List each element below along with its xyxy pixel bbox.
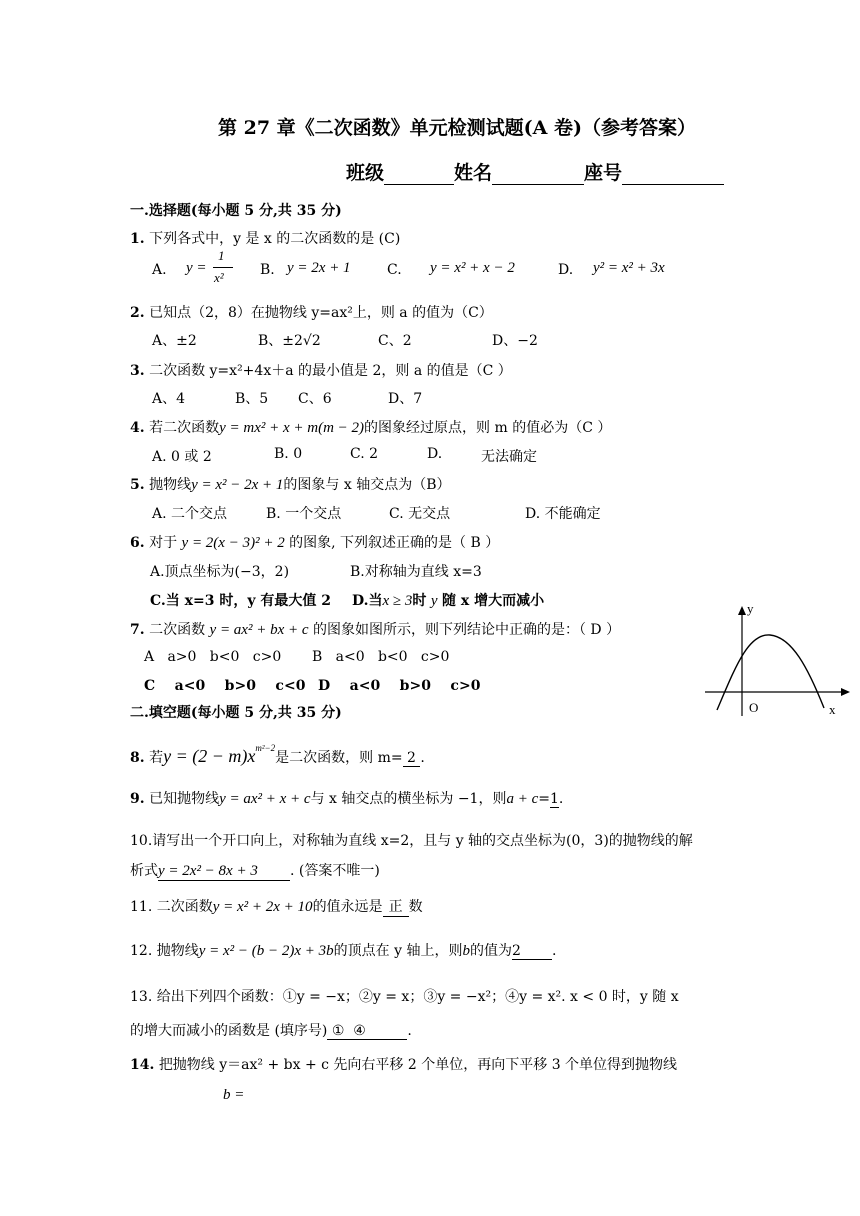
q1-option-a-lhs: y = xyxy=(186,260,207,276)
origin-label: O xyxy=(749,700,759,715)
exponent: m²−2 xyxy=(255,743,276,753)
q2-option-a: A、±2 xyxy=(152,333,197,349)
question-text: 若二次函数 xyxy=(149,420,220,436)
q6-option-a: A.顶点坐标为(−3，2) xyxy=(150,564,290,580)
q1-option-c-expr: y = x² + x − 2 xyxy=(430,260,515,276)
question-9 xyxy=(130,788,563,808)
question-text: 已知点（2，8）在抛物线 y=ax²上，则 a 的值为（C） xyxy=(149,305,493,321)
parabola-graph xyxy=(700,598,856,720)
q4-option-c: C. 2 xyxy=(350,446,379,462)
q4-option-b: B. 0 xyxy=(274,446,303,462)
q1-option-a-label: A. xyxy=(152,262,167,278)
q7-option-a: A a>0 b<0 c>0 xyxy=(144,649,282,665)
question-text: 给出下列四个函数：①y = −x；②y = x；③y = −x²；④y = x². x < 0 时，y 随 x xyxy=(156,989,679,1005)
question-text: 二次函数 xyxy=(156,899,213,915)
question-text: 与 x 轴交点的横坐标为 −1，则 xyxy=(310,791,507,807)
q7-option-d: D a<0 b>0 c>0 xyxy=(318,678,481,694)
y-axis-label: y xyxy=(747,601,754,616)
name-label: 姓名 xyxy=(454,162,493,184)
question-text: 是二次函数，则 m= xyxy=(275,750,403,766)
question-text: = xyxy=(538,791,550,807)
q2-option-d: D、−2 xyxy=(492,333,538,349)
page-title: 第 27 章《二次函数》单元检测试题(A 卷)（参考答案） xyxy=(218,117,697,139)
question-text: 下列各式中，y 是 x 的二次函数的是 (C) xyxy=(149,231,401,247)
q5-option-a: A. 二个交点 xyxy=(152,506,228,522)
question-10-line-1: 10.请写出一个开口向上，对称轴为直线 x=2，且与 y 轴的交点坐标为(0，3)的抛物线的解 xyxy=(130,833,693,849)
question-text: 的顶点在 y 轴上，则 xyxy=(333,943,463,959)
option-expression: x ≥ 3 xyxy=(382,593,413,609)
question-5 xyxy=(130,474,451,494)
question-text: 的图象, 下列叙述正确的是（ B ） xyxy=(289,535,500,551)
question-text: 的图象如图所示，则下列结论中正确的是：（ D ） xyxy=(312,622,621,638)
q1-option-a-denominator: x² xyxy=(214,270,224,285)
q5-option-d: D. 不能确定 xyxy=(525,506,601,522)
question-11 xyxy=(130,896,423,917)
answer-blank[interactable]: ① ④ xyxy=(327,1023,407,1040)
q1-option-b-label: B. xyxy=(260,262,275,278)
parabola-curve xyxy=(717,635,824,710)
question-text: 若 xyxy=(149,750,164,766)
question-number: 4. xyxy=(130,420,145,436)
option-variable: y xyxy=(430,593,438,609)
question-number: 7. xyxy=(130,622,145,638)
answer-blank[interactable]: 2 xyxy=(512,943,552,960)
seat-blank[interactable] xyxy=(622,166,724,185)
question-8 xyxy=(130,743,425,767)
q1-option-c-label: C. xyxy=(387,262,402,278)
question-text: 对于 xyxy=(149,535,178,551)
q5-option-c: C. 无交点 xyxy=(389,506,451,522)
question-number: 8. xyxy=(130,750,145,766)
question-number: 9. xyxy=(130,791,145,807)
question-10-line-2 xyxy=(130,860,380,881)
q2-option-b: B、±2√2 xyxy=(258,333,321,349)
answer-blank[interactable]: y = 2x² − 8x + 3 xyxy=(158,863,290,881)
q6-option-d xyxy=(352,590,544,610)
q6-option-b: B.对称轴为直线 x=3 xyxy=(350,564,482,580)
question-1 xyxy=(130,228,400,248)
question-text: 抛物线 xyxy=(149,477,192,493)
question-13-line-1 xyxy=(130,986,679,1006)
q3-option-b: B、5 xyxy=(235,391,269,407)
q1-option-d-expr: y² = x² + 3x xyxy=(593,260,665,276)
question-text: 二次函数 xyxy=(149,622,206,638)
question-text: 抛物线 xyxy=(156,943,199,959)
q7-option-c: C a<0 b>0 c<0 xyxy=(144,678,306,694)
q3-option-c: C、6 xyxy=(298,391,332,407)
question-number: 6. xyxy=(130,535,145,551)
question-number: 3. xyxy=(130,363,145,379)
answer-blank[interactable]: 正 xyxy=(383,896,409,917)
q1-option-b-expr: y = 2x + 1 xyxy=(287,260,351,276)
question-expression: y = 2(x − 3)² + 2 xyxy=(181,535,285,551)
question-text: 的图象与 x 轴交点为（B） xyxy=(283,477,451,493)
question-3 xyxy=(130,360,512,380)
q3-option-d: D、7 xyxy=(388,391,423,407)
fraction-bar xyxy=(213,267,233,268)
question-number: 14. xyxy=(130,1057,155,1073)
y-axis-arrow xyxy=(738,606,746,615)
question-6 xyxy=(130,532,499,552)
question-expression: y = mx² + x + m(m − 2) xyxy=(219,420,365,436)
question-text: 把抛物线 y＝ax² + bx + c 先向右平移 2 个单位，再向下平移 3 个单位得到抛物线 xyxy=(158,1057,678,1073)
q5-option-b: B. 一个交点 xyxy=(266,506,342,522)
question-text: 已知抛物线 xyxy=(149,791,220,807)
q3-option-a: A、4 xyxy=(152,391,186,407)
student-info xyxy=(346,158,724,185)
question-text: . xyxy=(558,791,564,807)
question-number: 13. xyxy=(130,989,153,1005)
question-expression: y = x² + 2x + 10 xyxy=(212,899,313,915)
question-expression: y = ax² + bx + c xyxy=(209,622,309,638)
question-text: 的值为 xyxy=(469,943,512,959)
q4-option-a: A. 0 或 2 xyxy=(152,449,212,465)
question-expression: y = (2 − m)x xyxy=(163,746,256,766)
question-number: 11. xyxy=(130,899,153,915)
option-text: 时 xyxy=(412,593,427,609)
question-text: 的增大而减小的函数是 (填序号) xyxy=(130,1023,328,1039)
question-14-line-1 xyxy=(130,1054,677,1074)
x-axis-label: x xyxy=(829,702,836,717)
question-text: . xyxy=(420,750,425,766)
class-blank[interactable] xyxy=(384,166,454,185)
question-expression: y = ax² + x + c xyxy=(219,791,311,807)
option-text: 随 x 增大而减小 xyxy=(441,593,545,609)
x-axis-arrow xyxy=(841,688,850,696)
question-expression: y = x² − (b − 2)x + 3b xyxy=(198,943,334,959)
question-text: 析式 xyxy=(130,863,158,879)
question-text: 数 xyxy=(408,899,423,915)
question-text: 二次函数 y=x²+4x＋a 的最小值是 2，则 a 的值是（C ） xyxy=(149,363,512,379)
question-text: 的值永远是 xyxy=(312,899,383,915)
class-label: 班级 xyxy=(346,162,385,184)
question-2 xyxy=(130,302,493,322)
question-13-line-2 xyxy=(130,1020,412,1040)
question-expression: a + c xyxy=(506,791,539,807)
section-fill-heading: 二.填空题(每小题 5 分,共 35 分) xyxy=(130,705,342,721)
question-14-line-2: b = xyxy=(223,1087,245,1103)
question-number: 5. xyxy=(130,477,145,493)
answer-blank[interactable]: 2 xyxy=(402,750,421,766)
question-4 xyxy=(130,417,611,437)
q1-option-a-numerator: 1 xyxy=(218,248,225,263)
q7-option-b: B a<0 b<0 c>0 xyxy=(312,649,450,665)
seat-label: 座号 xyxy=(584,162,623,184)
name-blank[interactable] xyxy=(492,166,584,185)
q2-option-c: C、2 xyxy=(378,333,412,349)
question-number: 12. xyxy=(130,943,153,959)
question-text: . (答案不唯一) xyxy=(290,863,380,879)
question-number: 1. xyxy=(130,231,145,247)
q6-option-c: C.当 x=3 时，y 有最大值 2 xyxy=(150,593,331,609)
question-7 xyxy=(130,619,620,639)
q4-option-d-text: 无法确定 xyxy=(481,449,537,465)
question-text: 的图象经过原点，则 m 的值必为（C ） xyxy=(364,420,612,436)
question-variable: b xyxy=(462,943,470,959)
option-text: D.当 xyxy=(352,593,383,609)
question-text: . xyxy=(551,943,557,959)
q4-option-d: D. xyxy=(427,446,443,462)
question-expression: y = x² − 2x + 1 xyxy=(191,477,284,493)
question-number: 2. xyxy=(130,305,145,321)
question-text: . xyxy=(407,1023,412,1039)
q1-option-d-label: D. xyxy=(558,262,574,278)
question-12 xyxy=(130,940,556,960)
section-choice-heading: 一.选择题(每小题 5 分,共 35 分) xyxy=(130,203,342,219)
answer-blank[interactable]: 1 xyxy=(549,791,559,807)
